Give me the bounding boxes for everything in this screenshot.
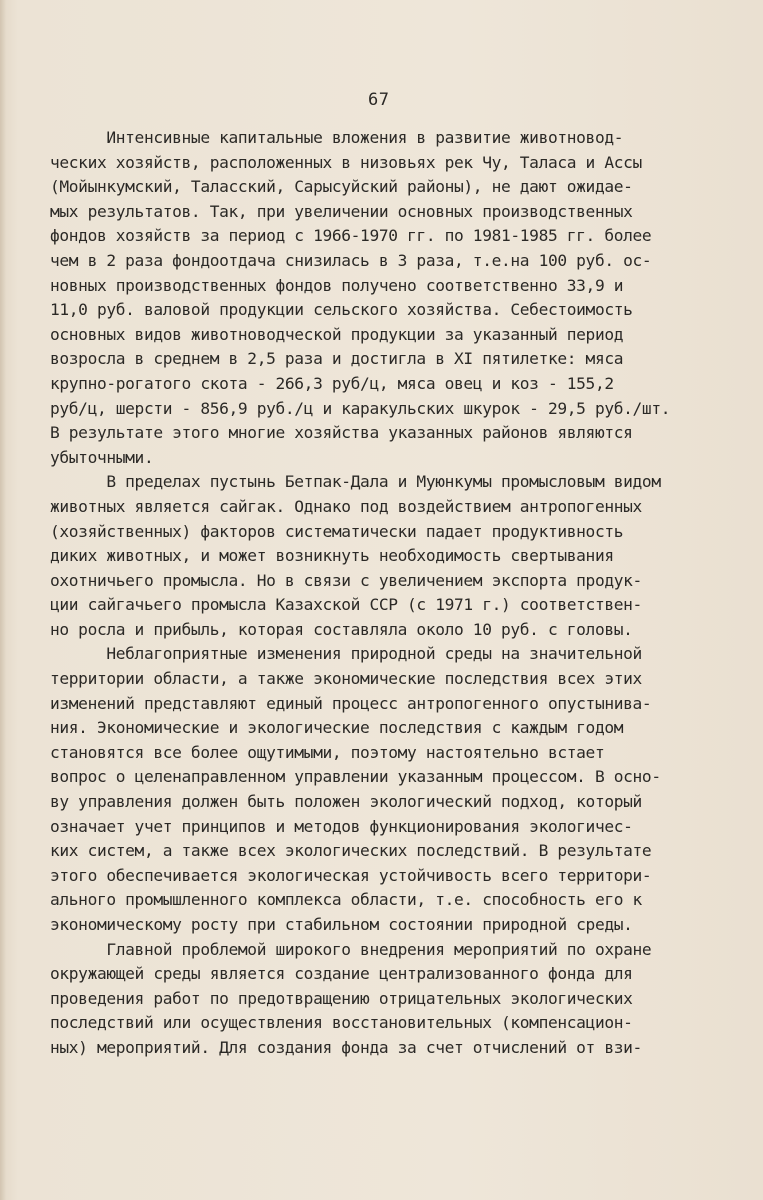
page-edge-shadow bbox=[0, 0, 6, 1200]
text-line: (хозяйственных) факторов систематически падает продуктивность bbox=[50, 521, 624, 541]
text-line: этого обеспечивается экологическая устойчивость всего территори- bbox=[50, 865, 652, 885]
text-line: становятся все более ощутимыми, поэтому настоятельно встает bbox=[50, 742, 605, 762]
text-line: крупно-рогатого скота - 266,3 руб/ц, мяса овец и коз - 155,2 bbox=[50, 373, 614, 393]
text-line: ального промышленного комплекса области, т.е. способность его к bbox=[50, 890, 642, 910]
text-line: ции сайгачьего промысла Казахской ССР (с 1971 г.) соответствен- bbox=[50, 595, 642, 615]
page-number: 67 bbox=[368, 90, 390, 110]
paragraph-1 bbox=[50, 126, 710, 470]
text-line: В пределах пустынь Бетпак-Дала и Муюнкумы промысловым видом bbox=[50, 472, 661, 492]
text-line: ких систем, а также всех экологических последствий. В результате bbox=[50, 841, 652, 861]
text-line: Интенсивные капитальные вложения в развитие животновод- bbox=[50, 128, 624, 147]
text-line: последствий или осуществления восстановительных (компенсацион- bbox=[50, 1013, 633, 1033]
text-line: вопрос о целенаправленном управлении указанным процессом. В осно- bbox=[50, 767, 661, 787]
text-line: ву управления должен быть положен экологический подход, который bbox=[50, 792, 642, 812]
text-line: В результате этого многие хозяйства указанных районов являются bbox=[50, 423, 633, 443]
paragraph-4 bbox=[50, 938, 710, 1061]
text-line: возросла в среднем в 2,5 раза и достигла в XI пятилетке: мяса bbox=[50, 349, 624, 369]
text-line: диких животных, и может возникнуть необходимость свертывания bbox=[50, 546, 614, 566]
text-line: экономическому росту при стабильном состоянии природной среды. bbox=[50, 915, 633, 934]
text-line: 11,0 руб. валовой продукции сельского хозяйства. Себестоимость bbox=[50, 300, 633, 320]
paragraph-3 bbox=[50, 642, 710, 937]
text-line: Неблагоприятные изменения природной среды на значительной bbox=[50, 644, 642, 664]
text-line: мых результатов. Так, при увеличении основных производственных bbox=[50, 201, 633, 221]
text-line: фондов хозяйств за период с 1966-1970 гг. по 1981-1985 гг. более bbox=[50, 226, 652, 246]
text-line: охотничьего промысла. Но в связи с увеличением экспорта продук- bbox=[50, 570, 642, 590]
text-line: но росла и прибыль, которая составляла около 10 руб. с головы. bbox=[50, 619, 633, 639]
text-line: чем в 2 раза фондоотдача снизилась в 3 раза, т.е.на 100 руб. ос- bbox=[50, 250, 652, 270]
text-line: ческих хозяйств, расположенных в низовьях рек Чу, Таласа и Ассы bbox=[50, 152, 642, 172]
text-line: (Мойынкумский, Таласский, Сарысуйский районы), не дают ожидае- bbox=[50, 177, 633, 197]
document-body bbox=[50, 126, 710, 1061]
text-line: территории области, а также экономические последствия всех этих bbox=[50, 669, 642, 689]
text-line: убыточными. bbox=[50, 447, 154, 467]
text-line: руб/ц, шерсти - 856,9 руб./ц и каракульских шкурок - 29,5 руб./шт. bbox=[50, 398, 671, 418]
text-line: означает учет принципов и методов функционирования экологичес- bbox=[50, 816, 633, 836]
text-line: основных видов животноводческой продукции за указанный период bbox=[50, 324, 624, 344]
text-line: животных является сайгак. Однако под воздействием антропогенных bbox=[50, 496, 642, 516]
text-line: ния. Экономические и экологические последствия с каждым годом bbox=[50, 718, 624, 738]
text-line: ных) мероприятий. Для создания фонда за счет отчислений от взи- bbox=[50, 1037, 642, 1057]
text-line: окружающей среды является создание централизованного фонда для bbox=[50, 964, 633, 984]
text-line: Главной проблемой широкого внедрения мероприятий по охране bbox=[50, 939, 652, 959]
paragraph-2 bbox=[50, 470, 710, 642]
text-line: проведения работ по предотвращению отрицательных экологических bbox=[50, 988, 633, 1008]
text-line: новных производственных фондов получено соответственно 33,9 и bbox=[50, 275, 624, 295]
text-line: изменений представляют единый процесс антропогенного опустынива- bbox=[50, 693, 652, 713]
